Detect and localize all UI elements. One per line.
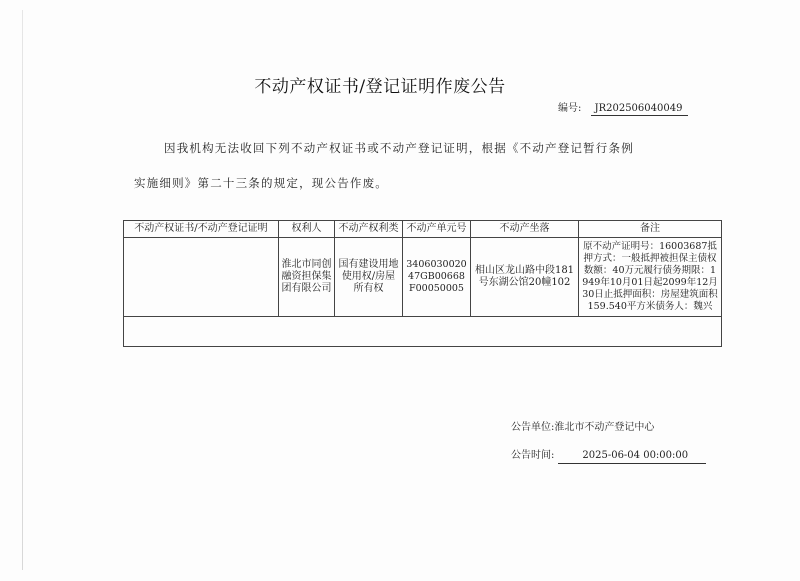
announcement-time-value: 2025-06-04 00:00:00 bbox=[558, 450, 706, 464]
header-unit-no: 不动产单元号 bbox=[403, 221, 471, 238]
table-row bbox=[124, 238, 722, 317]
header-certificate: 不动产权证书/不动产登记证明 bbox=[124, 221, 279, 238]
cell-right-type: 国有建设用地使用权/房屋所有权 bbox=[335, 238, 403, 317]
cell-location: 相山区龙山路中段181号东湖公馆20幢102 bbox=[471, 238, 579, 317]
cell-unit-no: 340603002047GB00668F00050005 bbox=[403, 238, 471, 317]
announcing-unit-value: 淮北市不动产登记中心 bbox=[554, 422, 655, 433]
void-certificate-table bbox=[123, 220, 722, 347]
cell-remark: 原不动产证明号：16003687抵押方式：一般抵押被担保主债权数额：40万元履行债务期限：1949年10月01日起2099年12月30日止抵押面积：房屋建筑面积159.540平方米债务人：魏兴 bbox=[579, 238, 722, 317]
header-remark: 备注 bbox=[579, 221, 722, 238]
notice-paragraph-line-2: 实施细则》第二十三条的规定，现公告作废。 bbox=[134, 176, 388, 190]
table-header-row bbox=[124, 221, 722, 238]
cell-holder: 淮北市同创融资担保集团有限公司 bbox=[279, 238, 335, 317]
empty-cell bbox=[124, 317, 722, 347]
document-number-label: 编号: bbox=[558, 103, 582, 114]
notice-paragraph-line-1: 因我机构无法收回下列不动产权证书或不动产登记证明，根据《不动产登记暂行条例 bbox=[164, 141, 634, 155]
announcement-time bbox=[511, 446, 706, 464]
document-title: 不动产权证书/登记证明作废公告 bbox=[254, 77, 506, 97]
document-number-value: JR202506040049 bbox=[591, 103, 689, 116]
document-number bbox=[558, 99, 688, 116]
announcing-unit bbox=[511, 418, 654, 433]
header-holder: 权利人 bbox=[279, 221, 335, 238]
table-row-empty bbox=[124, 317, 722, 347]
header-location: 不动产坐落 bbox=[471, 221, 579, 238]
announcement-time-label: 公告时间: bbox=[511, 450, 555, 461]
cell-certificate bbox=[124, 238, 279, 317]
header-right-type: 不动产权利类 bbox=[335, 221, 403, 238]
announcing-unit-label: 公告单位: bbox=[511, 422, 555, 433]
